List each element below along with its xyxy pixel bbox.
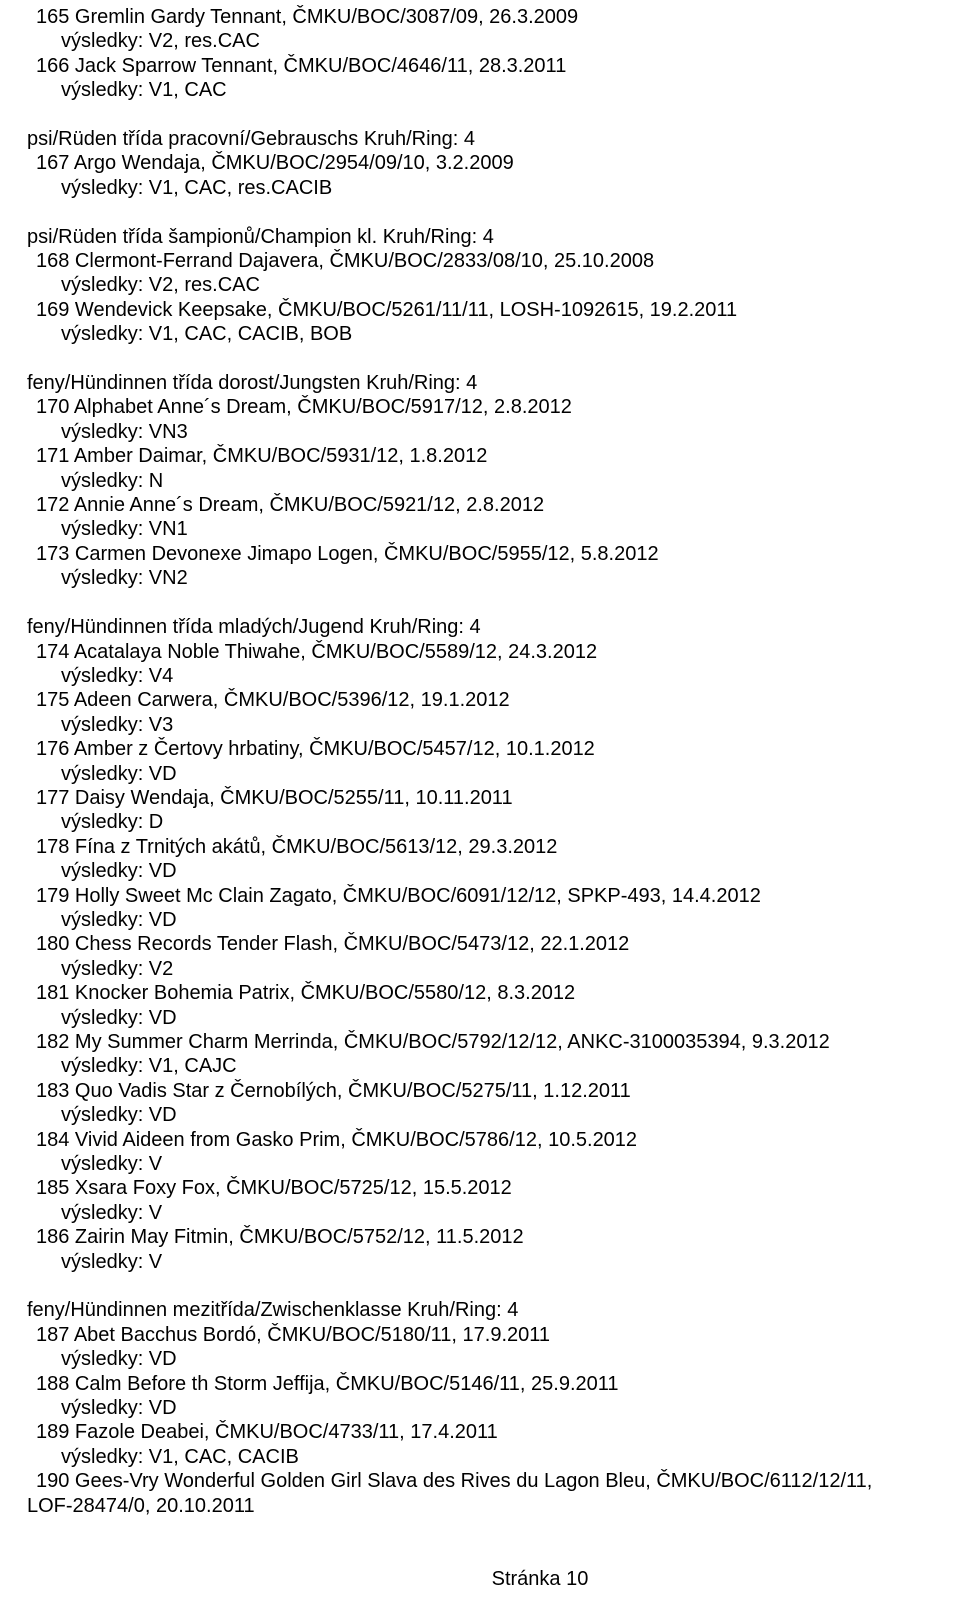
result-line: výsledky: V — [61, 1250, 163, 1273]
blank-line — [27, 1274, 952, 1298]
result-line: výsledky: V1, CAC, CACIB — [61, 1445, 299, 1468]
result-line: výsledky: VD — [61, 762, 177, 785]
section-heading: feny/Hündinnen třída dorost/Jungsten Kruh/Ring: 4 — [27, 372, 478, 395]
section-heading: psi/Rüden třída šampionů/Champion kl. Kruh/Ring: 4 — [27, 225, 494, 248]
blank-line — [27, 591, 952, 615]
dog-entry: 176 Amber z Čertovy hrbatiny, ČMKU/BOC/5457/12, 10.1.2012 — [36, 738, 595, 761]
dog-entry: 166 Jack Sparrow Tennant, ČMKU/BOC/4646/11, 28.3.2011 — [36, 54, 567, 77]
result-line: výsledky: D — [61, 811, 164, 834]
dog-entry: 174 Acatalaya Noble Thiwahe, ČMKU/BOC/5589/12, 24.3.2012 — [36, 640, 598, 663]
dog-entry: 178 Fína z Trnitých akátů, ČMKU/BOC/5613/12, 29.3.2012 — [36, 835, 558, 858]
dog-entry: 190 Gees-Vry Wonderful Golden Girl Slava des Rives du Lagon Bleu, ČMKU/BOC/6112/12/11, — [36, 1470, 873, 1493]
dog-entry: 181 Knocker Bohemia Patrix, ČMKU/BOC/5580/12, 8.3.2012 — [36, 982, 576, 1005]
dog-entry: 167 Argo Wendaja, ČMKU/BOC/2954/09/10, 3.2.2009 — [36, 152, 514, 175]
dog-entry: 184 Vivid Aideen from Gasko Prim, ČMKU/BOC/5786/12, 10.5.2012 — [36, 1128, 638, 1151]
entry-continuation: LOF-28474/0, 20.10.2011 — [27, 1494, 255, 1517]
result-line: výsledky: VD — [61, 1104, 177, 1127]
dog-entry: 182 My Summer Charm Merrinda, ČMKU/BOC/5792/12/12, ANKC-3100035394, 9.3.2012 — [36, 1031, 830, 1053]
result-line: výsledky: VD — [61, 1397, 177, 1420]
dog-entry: 185 Xsara Foxy Fox, ČMKU/BOC/5725/12, 15.5.2012 — [36, 1177, 512, 1200]
page-number: Stránka 10 — [491, 1568, 589, 1590]
dog-entry: 168 Clermont-Ferrand Dajavera, ČMKU/BOC/2833/08/10, 25.10.2008 — [36, 250, 655, 273]
result-line: výsledky: V1, CAC, res.CACIB — [61, 176, 333, 199]
blank-line — [27, 103, 952, 127]
result-line: výsledky: VN3 — [61, 420, 188, 443]
result-line: výsledky: N — [61, 469, 164, 492]
section-heading: feny/Hündinnen mezitřída/Zwischenklasse Kruh/Ring: 4 — [27, 1299, 519, 1322]
dog-entry: 187 Abet Bacchus Bordó, ČMKU/BOC/5180/11, 17.9.2011 — [36, 1323, 551, 1346]
dog-entry: 180 Chess Records Tender Flash, ČMKU/BOC/5473/12, 22.1.2012 — [36, 933, 630, 956]
dog-entry: 169 Wendevick Keepsake, ČMKU/BOC/5261/11/11, LOSH-1092615, 19.2.2011 — [36, 298, 738, 321]
result-line: výsledky: VD — [61, 908, 177, 931]
result-line: výsledky: V2, res.CAC — [61, 30, 260, 53]
result-line: výsledky: V4 — [61, 664, 174, 687]
dog-entry: 165 Gremlin Gardy Tennant, ČMKU/BOC/3087/09, 26.3.2009 — [36, 6, 579, 28]
result-line: výsledky: V — [61, 1201, 163, 1224]
result-line: výsledky: VD — [61, 1348, 177, 1371]
dog-entry: 188 Calm Before th Storm Jeffija, ČMKU/BOC/5146/11, 25.9.2011 — [36, 1372, 619, 1395]
dog-entry: 175 Adeen Carwera, ČMKU/BOC/5396/12, 19.1.2012 — [36, 689, 510, 712]
result-line: výsledky: V1, CAC — [61, 79, 227, 102]
blank-line — [27, 200, 952, 224]
page-footer — [0, 1567, 960, 1591]
result-line: výsledky: VD — [61, 1006, 177, 1029]
blank-line — [27, 347, 952, 371]
dog-entry: 186 Zairin May Fitmin, ČMKU/BOC/5752/12, 11.5.2012 — [36, 1226, 524, 1249]
dog-entry: 172 Annie Anne´s Dream, ČMKU/BOC/5921/12, 2.8.2012 — [36, 494, 545, 517]
dog-entry: 177 Daisy Wendaja, ČMKU/BOC/5255/11, 10.11.2011 — [36, 786, 513, 809]
dog-entry: 183 Quo Vadis Star z Černobílých, ČMKU/BOC/5275/11, 1.12.2011 — [36, 1079, 631, 1102]
result-line: výsledky: V2, res.CAC — [61, 274, 260, 297]
dog-entry: 170 Alphabet Anne´s Dream, ČMKU/BOC/5917/12, 2.8.2012 — [36, 396, 572, 419]
result-line: výsledky: V1, CAJC — [61, 1055, 237, 1078]
result-line: výsledky: V2 — [61, 957, 174, 980]
dog-entry: 179 Holly Sweet Mc Clain Zagato, ČMKU/BOC/6091/12/12, SPKP-493, 14.4.2012 — [36, 884, 761, 907]
result-line: výsledky: VD — [61, 860, 177, 883]
result-line: výsledky: V1, CAC, CACIB, BOB — [61, 323, 353, 346]
result-line: výsledky: VN2 — [61, 567, 188, 590]
result-line: výsledky: V3 — [61, 713, 174, 736]
section-heading: feny/Hündinnen třída mladých/Jugend Kruh/Ring: 4 — [27, 616, 481, 639]
result-line: výsledky: V — [61, 1153, 163, 1176]
dog-entry: 173 Carmen Devonexe Jimapo Logen, ČMKU/BOC/5955/12, 5.8.2012 — [36, 542, 659, 565]
section-heading: psi/Rüden třída pracovní/Gebrauschs Kruh/Ring: 4 — [27, 128, 476, 151]
document-page — [27, 5, 952, 1518]
dog-entry: 189 Fazole Deabei, ČMKU/BOC/4733/11, 17.4.2011 — [36, 1421, 498, 1444]
result-line: výsledky: VN1 — [61, 518, 188, 541]
dog-entry: 171 Amber Daimar, ČMKU/BOC/5931/12, 1.8.2012 — [36, 445, 488, 468]
